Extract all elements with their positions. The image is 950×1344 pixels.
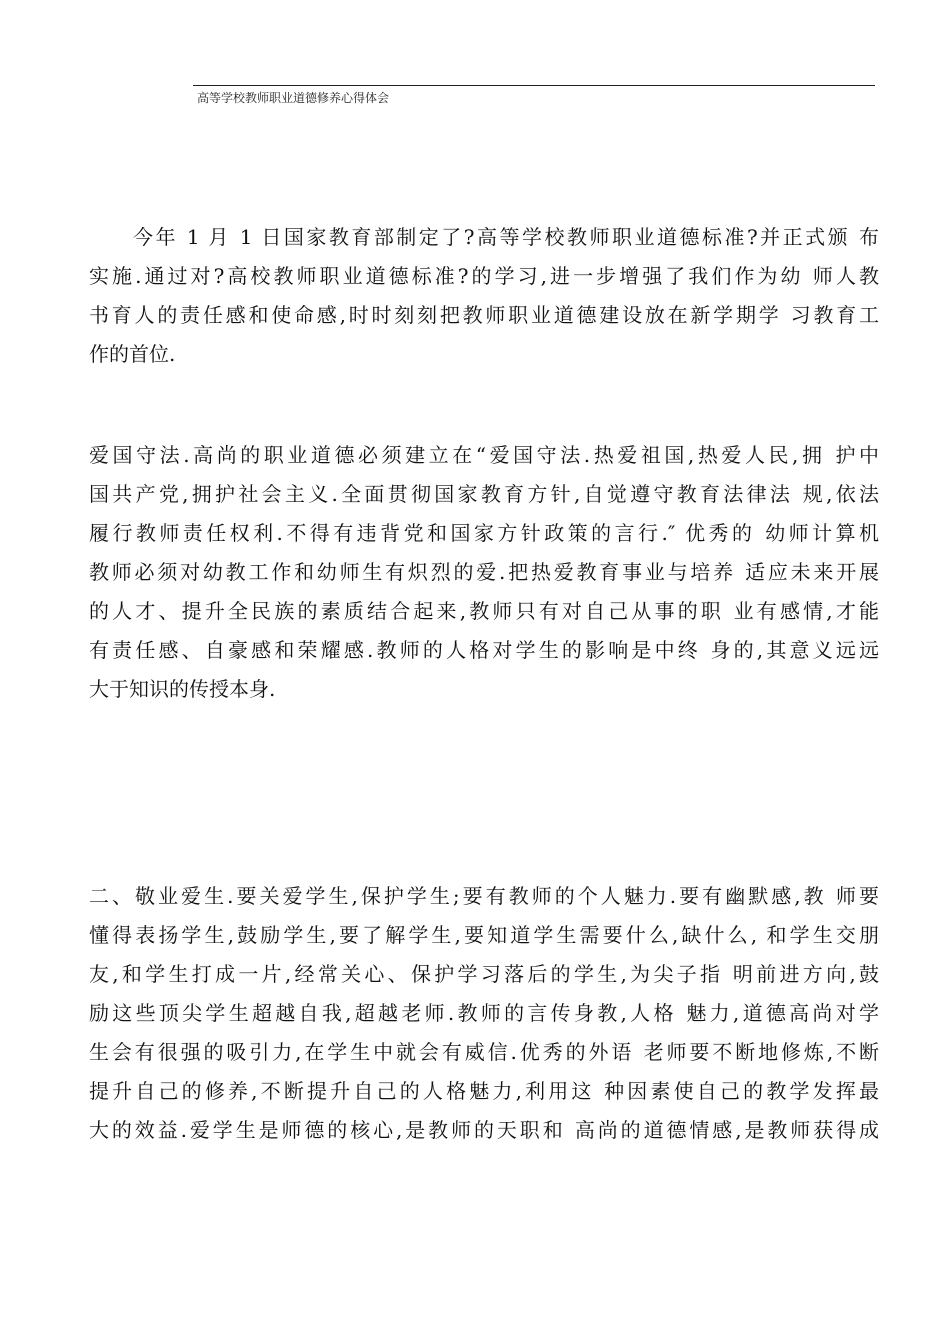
paragraph-line: 大的效益.爱学生是师德的核心,是教师的天职和 高尚的道德情感,是教师获得成 <box>89 1118 879 1142</box>
paragraph-line: 有责任感、自豪感和荣耀感.教师的人格对学生的影响是中终 身的,其意义远远 <box>89 638 879 662</box>
paragraph-patriotism <box>89 436 879 709</box>
paragraph-line: 书育人的责任感和使命感,时时刻刻把教师职业道德建设放在新学期学 习教育工 <box>89 303 879 327</box>
paragraph-line: 教师必须对幼教工作和幼师生有炽烈的爱.把热爱教育事业与培养 适应未来开展 <box>89 560 879 584</box>
paragraph-line: 实施.通过对?高校教师职业道德标准?的学习,进一步增强了我们作为幼 师人教 <box>89 264 879 288</box>
paragraph-line: 履行教师责任权利.不得有违背党和国家方针政策的言行.″ 优秀的 幼师计算机 <box>89 521 879 545</box>
paragraph-line: 生会有很强的吸引力,在学生中就会有威信.优秀的外语 老师要不断地修炼,不断 <box>89 1040 879 1064</box>
paragraph-line: 的人才、提升全民族的素质结合起来,教师只有对自己从事的职 业有感情,才能 <box>89 599 879 623</box>
paragraph-line: 二、敬业爱生.要关爱学生,保护学生;要有教师的个人魅力.要有幽默感,教 师要 <box>89 884 879 908</box>
paragraph-dedication <box>89 877 879 1150</box>
paragraph-intro <box>89 218 879 374</box>
paragraph-line: 作的首位. <box>89 342 176 366</box>
header-rule <box>193 85 875 86</box>
paragraph-line: 友,和学生打成一片,经常关心、保护学习落后的学生,为尖子指 明前进方向,鼓 <box>89 962 879 986</box>
paragraph-line: 爱国守法.高尚的职业道德必须建立在“爱国守法.热爱祖国,热爱人民,拥 护中 <box>89 443 879 467</box>
paragraph-line: 国共产党,拥护社会主义.全面贯彻国家教育方针,自觉遵守教育法律法 规,依法 <box>89 482 879 506</box>
paragraph-line: 大于知识的传授本身. <box>89 677 276 701</box>
paragraph-line: 励这些顶尖学生超越自我,超越老师.教师的言传身教,人格 魅力,道德高尚对学 <box>89 1001 879 1025</box>
paragraph-line: 今年 1 月 1 日国家教育部制定了?高等学校教师职业道德标准?并正式颁 布 <box>133 225 879 249</box>
paragraph-line: 提升自己的修养,不断提升自己的人格魅力,利用这 种因素使自己的教学发挥最 <box>89 1079 879 1103</box>
page-header-title: 高等学校教师职业道德修养心得体会 <box>197 91 390 105</box>
paragraph-line: 懂得表扬学生,鼓励学生,要了解学生,要知道学生需要什么,缺什么, 和学生交朋 <box>89 923 879 947</box>
